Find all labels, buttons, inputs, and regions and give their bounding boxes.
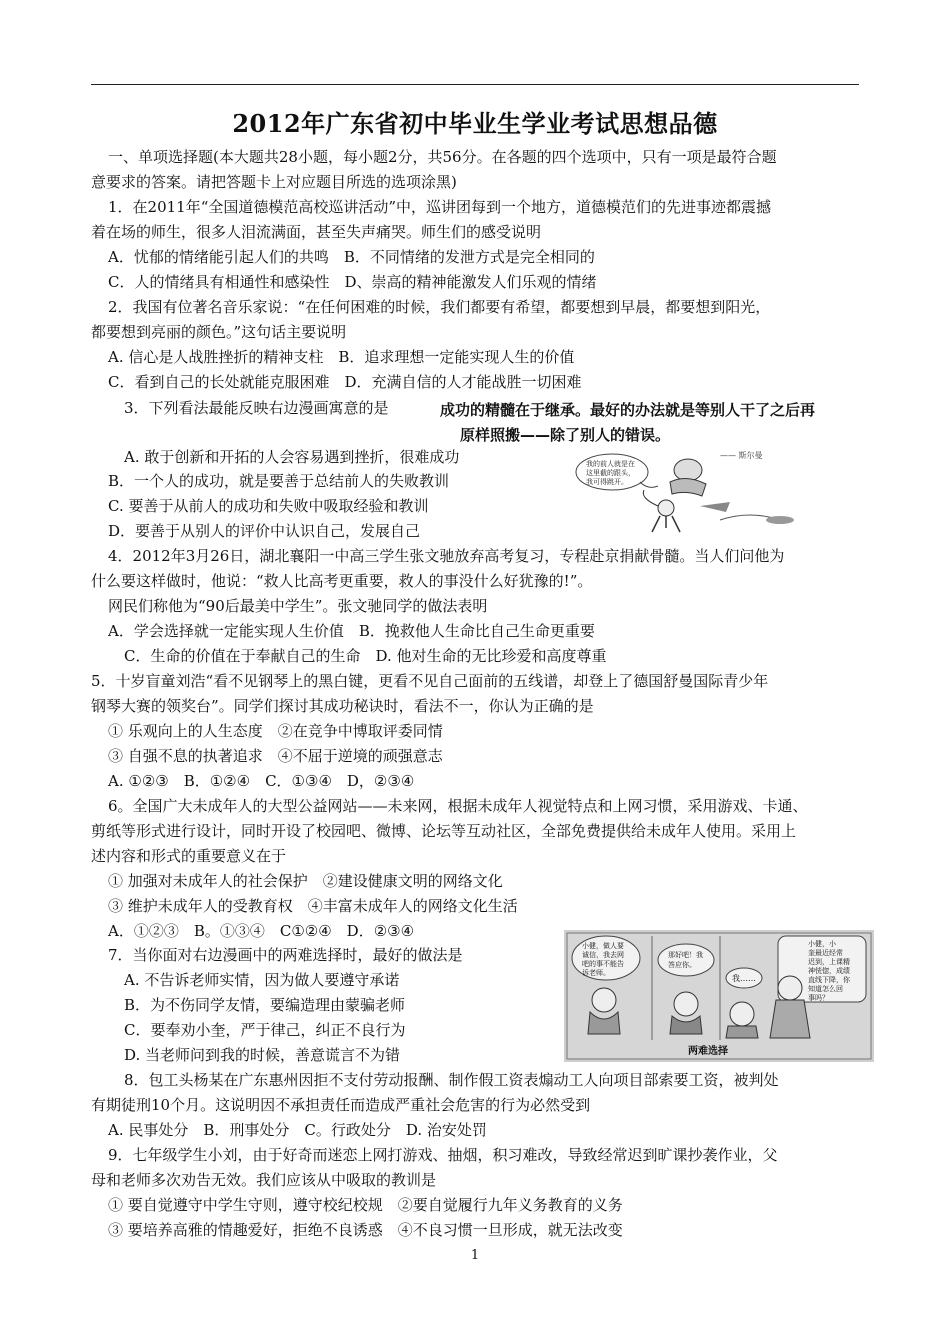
svg-text:—— 斯尔曼: —— 斯尔曼: [720, 451, 763, 460]
answer-option-line: A. 敢于创新和开拓的人会容易遇到挫折，很难成功: [124, 448, 460, 466]
section-heading-line: 一、单项选择题(本大题共28小题，每小题2分，共56分。在各题的四个选项中，只有一项是最符合题: [108, 148, 777, 166]
answer-option-line: A. 民事处分 B．刑事处分 C。行政处分 D. 治安处罚: [108, 1121, 487, 1139]
header-rule: [91, 84, 859, 85]
answer-option-line: B．为不伤同学友情，要编造理由蒙骗老师: [124, 996, 406, 1014]
answer-option-line: C．人的情绪具有相通性和感染性 D、崇高的精神能激发人们乐观的情绪: [108, 273, 597, 291]
question-5-stem: 5．十岁盲童刘浩“看不见钢琴上的黑白键，更看不见自己面前的五线谱，却登上了德国舒曼国际青少年: [91, 672, 769, 690]
svg-text:我可得跳开。: 我可得跳开。: [586, 478, 628, 486]
question-9-stem: 9．七年级学生小刘，由于好奇而迷恋上网打游戏、抽烟，积习难改，导致经常迟到旷课抄袭作业，父: [108, 1146, 778, 1164]
answer-option-line: A. ①②③ B．①②④ C．①③④ D，②③④: [108, 772, 415, 790]
answer-option-line: D．要善于从别人的评价中认识自己，发展自己: [108, 522, 421, 540]
answer-option-line: C. 要善于从前人的成功和失败中吸取经验和教训: [108, 497, 429, 515]
text-line: 剪纸等形式进行设计，同时开设了校园吧、微博、论坛等互动社区，全部免费提供给未成年人使用。采用上: [91, 822, 797, 840]
svg-text:小健，小: 小健，小: [808, 940, 836, 948]
cartoon-quote-line: 原样照搬——除了别人的错误。: [460, 426, 671, 444]
svg-text:迟到，上课精: 迟到，上课精: [808, 958, 850, 966]
text-line: 着在场的师生，很多人泪流满面，甚至失声痛哭。师生们的感受说明: [91, 223, 542, 241]
statement-line: ③ 自强不息的执著追求 ④不屈于逆境的顽强意志: [108, 747, 443, 765]
statement-line: ① 加强对未成年人的社会保护 ②建设健康文明的网络文化: [108, 872, 503, 890]
svg-text:奎最近经常: 奎最近经常: [808, 949, 843, 957]
svg-text:直线下降，你: 直线下降，你: [808, 976, 850, 984]
text-line: 钢琴大赛的领奖台”。同学们探讨其成功秘诀时，看法不一，你认为正确的是: [91, 697, 594, 715]
answer-option-line: B．一个人的成功，就是要善于总结前人的失败教训: [108, 472, 450, 490]
question-6-stem: 6。全国广大未成年人的大型公益网站——未来网，根据未成年人视觉特点和上网习惯，采用游戏、卡通、: [108, 797, 808, 815]
svg-text:知道怎么回: 知道怎么回: [808, 985, 843, 993]
page-number: 1: [470, 1248, 480, 1263]
text-line: 母和老师多次劝告无效。我们应该从中吸取的教训是: [91, 1171, 437, 1189]
text-line: 都要想到亮丽的颜色。”这句话主要说明: [91, 323, 347, 341]
svg-text:诉老师。: 诉老师。: [582, 969, 610, 977]
svg-text:那好吧！我: 那好吧！我: [668, 951, 703, 959]
svg-text:这里截的跟头，: 这里截的跟头，: [586, 469, 635, 477]
answer-option-line: A．①②③ B。①③④ C①②④ D．②③④: [108, 922, 415, 940]
svg-text:诚信，我去网: 诚信，我去网: [582, 951, 624, 959]
statement-line: ③ 要培养高雅的情趣爱好，拒绝不良诱惑 ④不良习惯一旦形成，就无法改变: [108, 1221, 623, 1239]
question-3-stem: 3．下列看法最能反映右边漫画寓意的是: [124, 399, 389, 417]
cartoon-quote-line: 成功的精髓在于继承。最好的办法就是等别人干了之后再: [440, 401, 816, 419]
answer-option-line: A. 信心是人战胜挫折的精神支柱 B．追求理想一定能实现人生的价值: [108, 348, 575, 366]
statement-line: ① 要自觉遵守中学生守则，遵守校纪校规 ②要自觉履行九年义务教育的义务: [108, 1196, 623, 1214]
answer-option-line: C．要奉劝小奎，严于律己，纠正不良行为: [124, 1021, 406, 1039]
svg-text:神恍惚，成绩: 神恍惚，成绩: [808, 967, 850, 975]
svg-text:两难选择: 两难选择: [688, 1046, 728, 1057]
text-line: 述内容和形式的重要意义在于: [91, 847, 287, 865]
answer-option-line: C．看到自己的长处就能克服困难 D．充满自信的人才能战胜一切困难: [108, 373, 582, 391]
text-line: 什么要这样做时，他说：“救人比高考更重要，救人的事没什么好犹豫的!”。: [91, 572, 593, 590]
svg-text:我的前人就是在: 我的前人就是在: [586, 460, 635, 468]
text-line: 有期徒刑10个月。这说明因不承担责任而造成严重社会危害的行为必然受到: [91, 1096, 591, 1114]
text-line: 意要求的答案。请把答题卡上对应题目所选的选项涂黑): [91, 173, 457, 191]
question-8-stem: 8．包工头杨某在广东惠州因拒不支付劳动报酬、制作假工资表煽动工人向项目部索要工资，被判处: [124, 1071, 779, 1089]
page-title: 2012年广东省初中毕业生学业考试思想品德: [232, 109, 718, 138]
answer-option-line: A. 不告诉老师实情，因为做人要遵守承诺: [124, 971, 400, 989]
cartoon-dilemma-image: [564, 930, 874, 1062]
question-2-stem: 2．我国有位著名音乐家说：“在任何困难的时候，我们都要有希望，都要想到早晨，都要想到阳光，: [108, 298, 771, 316]
statement-line: ③ 维护未成年人的受教育权 ④丰富未成年人的网络文化生活: [108, 897, 518, 915]
answer-option-line: A．忧郁的情绪能引起人们的共鸣 B．不同情绪的发泄方式是完全相同的: [108, 248, 595, 266]
question-4-stem: 4．2012年3月26日，湖北襄阳一中高三学生张文驰放弃高考复习，专程赴京捐献骨髓。当人们问他为: [108, 547, 785, 565]
text-line: 网民们称他为“90后最美中学生”。张文驰同学的做法表明: [108, 597, 488, 615]
question-1-stem: 1．在2011年“全国道德模范高校巡讲活动”中，巡讲团每到一个地方，道德模范们的先进事迹都震撼: [108, 198, 772, 216]
statement-line: ① 乐观向上的人生态度 ②在竞争中博取评委同情: [108, 722, 443, 740]
svg-text:事吗？: 事吗？: [808, 994, 829, 1002]
svg-text:吧的事不能告: 吧的事不能告: [582, 960, 624, 968]
answer-option-line: A．学会选择就一定能实现人生价值 B．挽救他人生命比自己生命更重要: [108, 622, 595, 640]
svg-text:小健，做人要: 小健，做人要: [582, 942, 624, 950]
svg-text:答应你。: 答应你。: [668, 961, 696, 969]
answer-option-line: C．生命的价值在于奉献自己的生命 D. 他对生命的无比珍爱和高度尊重: [124, 647, 607, 665]
answer-option-line: D. 当老师问到我的时候，善意谎言不为错: [124, 1046, 401, 1064]
question-7-stem: 7．当你面对右边漫画中的两难选择时，最好的做法是: [108, 946, 463, 964]
cartoon-stepping-stone-image: [570, 446, 850, 534]
svg-text:我……: 我……: [732, 974, 756, 983]
